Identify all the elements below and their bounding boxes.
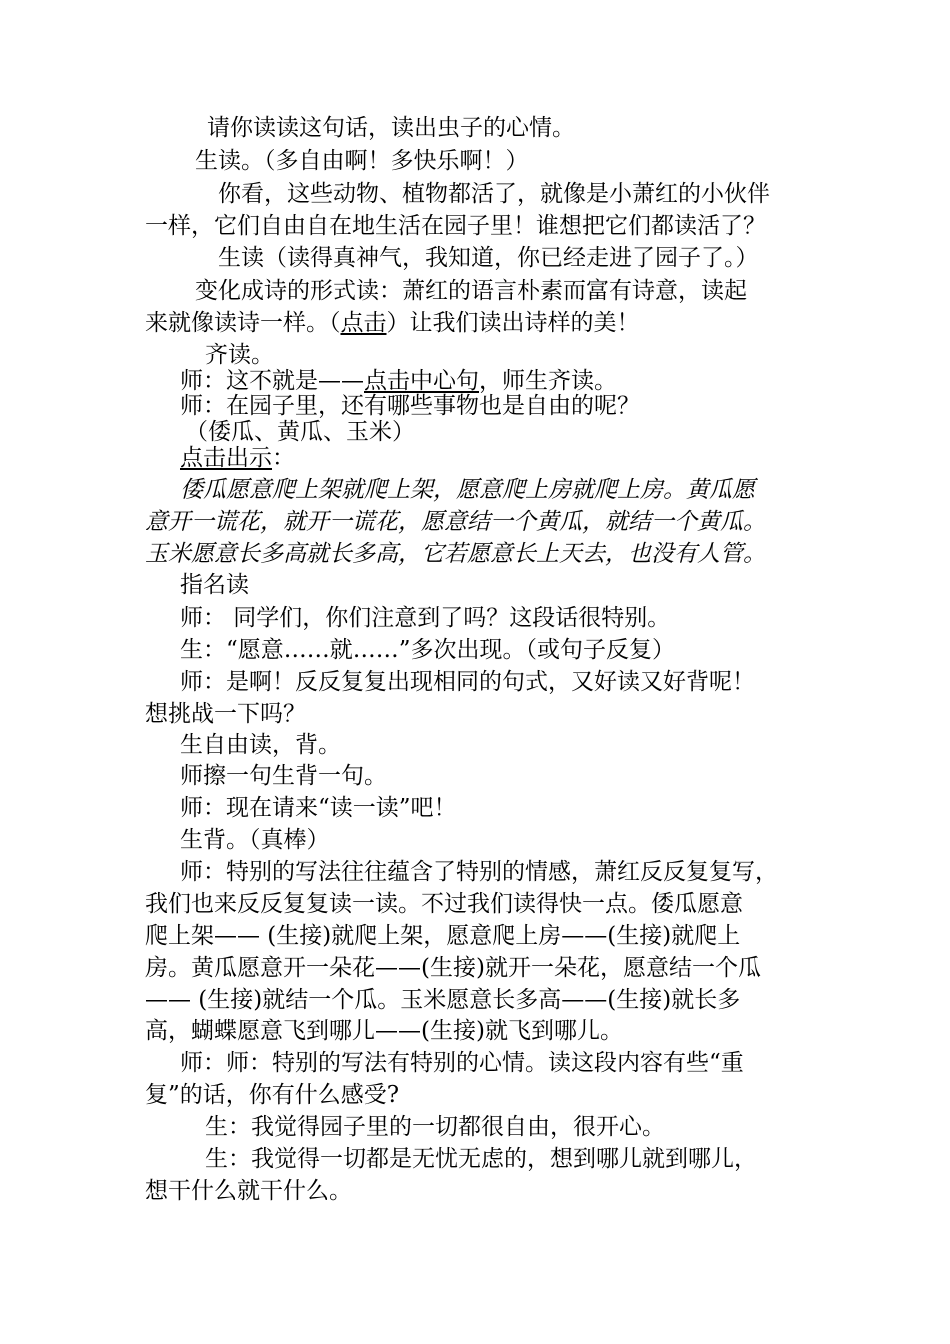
text-segment: ，师生齐读。 xyxy=(479,368,617,394)
hyperlink-text[interactable]: 点击出示 xyxy=(180,445,272,471)
text-line: 师：特别的写法往往蕴含了特别的情感，萧红反反复复写， xyxy=(180,859,778,885)
text-line: 你看，这些动物、植物都活了，就像是小萧红的小伙伴 xyxy=(218,181,770,207)
text-segment: ）让我们读出诗样的美！ xyxy=(386,310,640,336)
text-line: 意开一谎花，就开一谎花，愿意结一个黄瓜，就结一个黄瓜。 xyxy=(145,509,766,535)
text-line: 生：“愿意……就……”多次出现。（或句子反复） xyxy=(180,637,676,663)
text-line: 生：我觉得一切都是无忧无虑的，想到哪儿就到哪儿， xyxy=(205,1146,757,1172)
text-segment: 师：这不就是—— xyxy=(180,368,364,394)
text-line: —— (生接)就结一个瓜。玉米愿意长多高——(生接)就长多 xyxy=(145,987,741,1013)
text-line: 师：师：特别的写法有特别的心情。读这段内容有些“重 xyxy=(180,1050,744,1076)
text-line: 我们也来反反复复读一读。不过我们读得快一点。倭瓜愿意 xyxy=(145,891,743,917)
text-line: 师：是啊！反反复复出现相同的句式，又好读又好背呢！ xyxy=(180,669,755,695)
text-line: 师： 同学们，你们注意到了吗？这段话很特别。 xyxy=(180,605,671,631)
text-line: 请你读读这句话，读出虫子的心情。 xyxy=(207,115,575,141)
text-line: 变化成诗的形式读：萧红的语言朴素而富有诗意，读起 xyxy=(195,278,747,304)
text-line: 齐读。 xyxy=(205,342,274,368)
text-line: 高，蝴蝶愿意飞到哪儿——(生接)就飞到哪儿。 xyxy=(145,1018,623,1044)
text-line: 师：在园子里，还有哪些事物也是自由的呢？ xyxy=(180,393,640,419)
text-line: 生：我觉得园子里的一切都很自由，很开心。 xyxy=(205,1114,665,1140)
text-line: 指名读 xyxy=(180,572,249,598)
text-line: 房。黄瓜愿意开一朵花——(生接)就开一朵花，愿意结一个瓜 xyxy=(145,955,761,981)
text-line: 师：现在请来“读一读”吧！ xyxy=(180,795,457,821)
hyperlink-text[interactable]: 点击中心句 xyxy=(364,368,479,394)
text-line: 师擦一句生背一句。 xyxy=(180,763,387,789)
text-line: 爬上架—— (生接)就爬上架，愿意爬上房——(生接)就爬上 xyxy=(145,923,741,949)
text-line: 倭瓜愿意爬上架就爬上架，愿意爬上房就爬上房。黄瓜愿 xyxy=(180,477,755,503)
hyperlink-text[interactable]: 点击 xyxy=(340,310,387,336)
text-line: 想干什么就干什么。 xyxy=(145,1178,352,1204)
text-line: （倭瓜、黄瓜、玉米） xyxy=(185,419,415,445)
text-line: 生读（读得真神气，我知道，你已经走进了园子了。） xyxy=(218,245,759,271)
text-segment: 来就像读诗一样。（ xyxy=(145,310,341,336)
text-line: 一样，它们自由自在地生活在园子里！谁想把它们都读活了？ xyxy=(145,213,766,239)
text-line: 想挑战一下吗？ xyxy=(145,701,306,727)
text-line: 生背。（真棒） xyxy=(180,827,330,853)
text-segment: ： xyxy=(272,445,295,471)
text-line: 玉米愿意长多高就长多高，它若愿意长上天去，也没有人管。 xyxy=(145,541,766,567)
text-line xyxy=(180,443,295,473)
text-line xyxy=(145,308,640,338)
text-line: 复”的话，你有什么感受? xyxy=(145,1082,400,1108)
text-line: 生自由读，背。 xyxy=(180,732,341,758)
text-line: 生读。（多自由啊！多快乐啊！） xyxy=(195,148,529,174)
